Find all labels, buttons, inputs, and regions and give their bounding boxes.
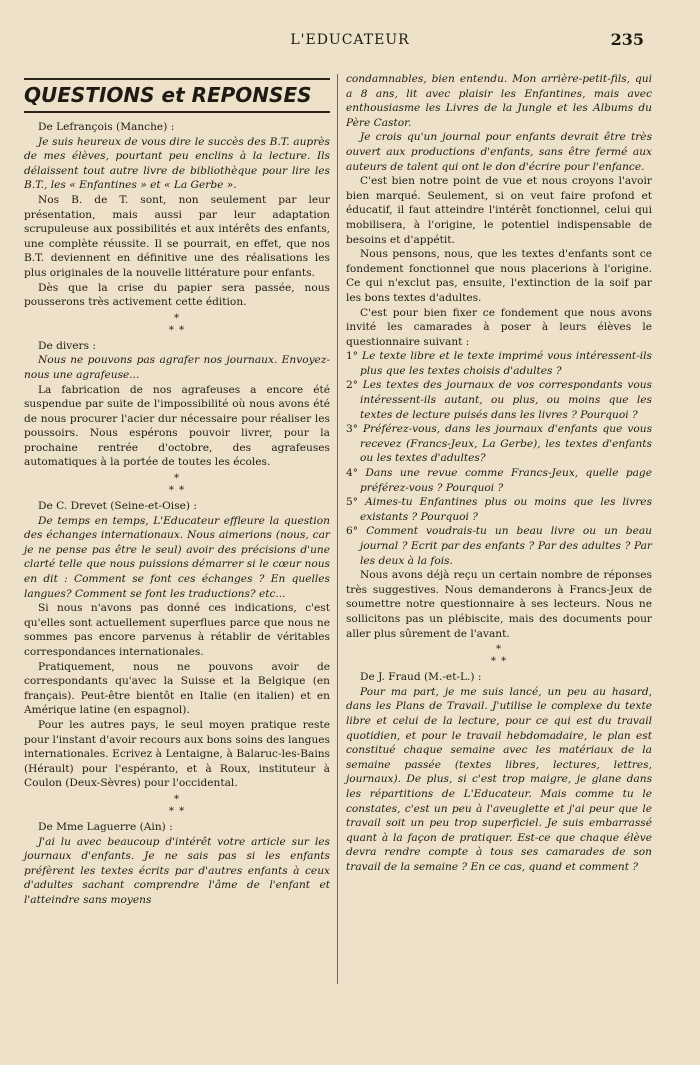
letter-quote: Pour ma part, je me suis lancé, un peu au hasard, dans les Plans de Travail. J'utilise le complexe du texte libre et celui de la lecture, pour ce qui est du travail quotidien, et pour le travail hebdomadaire, le plan est constitué chaque semaine avec les matériaux de la semaine passée (textes libres, lectures, lettres, journaux). De plus, si c'est trop maigre, je glane dans les répartitions de L'Educateur. Mais comme tu le constates, c'est un peu à l'aveuglette et j'ai peur que le travail soit un peu trop superficiel. Je suis embarrassé quant à la façon de pratiquer. Est-ce que chaque élève devra rendre compte à tous ses camarades de son travail de la semaine ? En ce cas, quand et comment ? [346, 685, 652, 873]
article-title: QUESTIONS et REPONSES [24, 78, 330, 113]
question-item: 4° Dans une revue comme Francs-Jeux, quelle page préférez-vous ? Pourquoi ? [346, 467, 652, 494]
reply-paragraph: Pratiquement, nous ne pouvons avoir de correspondants qu'avec la Suisse et la Belgique (en français). Peut-être bientôt en Italie (en italien) et en Amérique latine (en espagnol). [24, 660, 330, 717]
letter-quote: Je crois qu'un journal pour enfants devrait être très ouvert aux productions d'enfants, sans être fermé aux auteurs de talent qui ont le don d'écrire pour l'enfance. [346, 131, 652, 173]
reply-paragraph: Si nous n'avons pas donné ces indications, c'est qu'elles sont actuellement superflues parce que nous ne sommes pas encore parvenus à rétablir de véritables correspondances internationales. [24, 602, 330, 658]
correspondent-name: De divers : [38, 339, 96, 352]
page-number: 235 [610, 30, 644, 49]
letter-quote: Je suis heureux de vous dire le succès des B.T. auprès de mes élèves, pourtant peu enclins à la lecture. Ils délaissent tout autre livre de bibliothèque pour lire les B.T., les « Enfantines » et « La Gerbe ». [24, 135, 330, 192]
reply-paragraph: La fabrication de nos agrafeuses a encore été suspendue par suite de l'impossibilité où nous avons été de nous procurer l'acier dur nécessaire pour réaliser les poussoirs. Nous espérons pouvoir livrer, pour la prochaine rentrée d'octobre, des agrafeuses automatiques à la portée de toutes les écoles. [24, 383, 330, 469]
running-title: L'EDUCATEUR [290, 32, 410, 48]
letter-quote: Nous ne pouvons pas agrafer nos journaux. Envoyez-nous une agrafeuse... [24, 354, 330, 381]
letter-quote: De temps en temps, L'Educateur effleure la question des échanges internationaux. Nous aimerions (nous, car je ne pense pas être le seul) avoir des précisions d'une clarté telle que nous puissions démarrer si le cœur nous en dit : Comment se font ces échanges ? En quelles langues? Comment se font les traductions? etc... [24, 514, 330, 600]
question-item: 5° Aimes-tu Enfantines plus ou moins que les livres existants ? Pourquoi ? [346, 496, 653, 523]
reply-paragraph: Pour les autres pays, le seul moyen pratique reste pour l'instant d'avoir recours aux bons soins des langues internationales. Ecrivez à Lentaigne, à Balaruc-les-Bains (Hérault) pour l'espéranto, et à Roux, instituteur à Coulon (Deux-Sèvres) pour l'occidental. [24, 718, 330, 790]
column-divider [337, 74, 338, 984]
correspondent-name: De C. Drevet (Seine-et-Oise) : [38, 500, 197, 513]
question-item: 6° Comment voudrais-tu un beau livre ou un beau journal ? Ecrit par des enfants ? Par des adultes ? Par les deux à la fois. [346, 525, 652, 567]
section-separator: * * * [490, 644, 508, 668]
reply-paragraph: Nous avons déjà reçu un certain nombre de réponses très suggestives. Nous demanderons à Francs-Jeux de soumettre notre questionnaire à ses lecteurs. Nous ne sollicitons pas un plébiscite, mais des documents pour aller plus sûrement de l'avant. [346, 569, 652, 640]
correspondent-name: De Lefrançois (Manche) : [38, 121, 175, 133]
correspondent-name: De J. Fraud (M.-et-L.) : [360, 671, 482, 684]
reply-paragraph: Nos B. de T. sont, non seulement par leur présentation, mais aussi par leur adaptation scrupuleuse aux possibilités et aux intérêts des enfants, une complète réussite. Il se pourrait, en effet, que nos B.T. deviennent en définitive une des réalisations les plus originales de la nouvelle littérature pour enfants. [24, 193, 330, 279]
right-column [346, 72, 652, 874]
reply-paragraph: C'est bien notre point de vue et nous croyons l'avoir bien marqué. Seulement, si on veut faire profond et éducatif, il faut atteindre l'intérêt fonctionnel, celui qui mobilisera, à l'origine, le potentiel indispensable de besoins et d'appétit. [346, 175, 652, 246]
letter-quote-continued: condamnables, bien entendu. Mon arrière-petit-fils, qui a 8 ans, lit avec plaisir les Enfantines, mais avec enthousiasme les Livres de la Jungle et les Albums du Père Castor. [346, 73, 652, 129]
section-separator: * * * [168, 473, 186, 497]
section-separator: * * * [168, 312, 186, 336]
left-column [24, 72, 330, 908]
section-separator: * * * [168, 793, 186, 817]
question-item: 2° Les textes des journaux de vos correspondants vous intéressent-ils autant, ou plus, ou moins que les textes de lecture puisés dans les livres ? Pourquoi ? [346, 379, 652, 421]
correspondent-name: De Mme Laguerre (Ain) : [38, 820, 173, 833]
letter-quote: J'ai lu avec beaucoup d'intérêt votre article sur les journaux d'enfants. Je ne sais pas si les enfants préfèrent les textes écrits par d'autres enfants à ceux d'adultes sachant comprendre l'âme de l'enfant et l'atteindre sans moyens [24, 835, 330, 906]
question-item: 3° Préférez-vous, dans les journaux d'enfants que vous recevez (Francs-Jeux, La Gerbe), les textes d'enfants ou les textes d'adultes? [346, 423, 652, 465]
reply-paragraph: C'est pour bien fixer ce fondement que nous avons invité les camarades à poser à leurs élèves le questionnaire suivant : [346, 306, 652, 348]
question-item: 1° Le texte libre et le texte imprimé vous intéressent-ils plus que les textes choisis d'adultes ? [346, 350, 652, 377]
reply-paragraph: Dès que la crise du papier sera passée, nous pousserons très activement cette édition. [24, 281, 330, 309]
reply-paragraph: Nous pensons, nous, que les textes d'enfants sont ce fondement fonctionnel que nous placerions à l'origine. Ce qui n'exclut pas, ensuite, l'extinction de la soif par les bons textes d'adultes. [346, 248, 652, 304]
